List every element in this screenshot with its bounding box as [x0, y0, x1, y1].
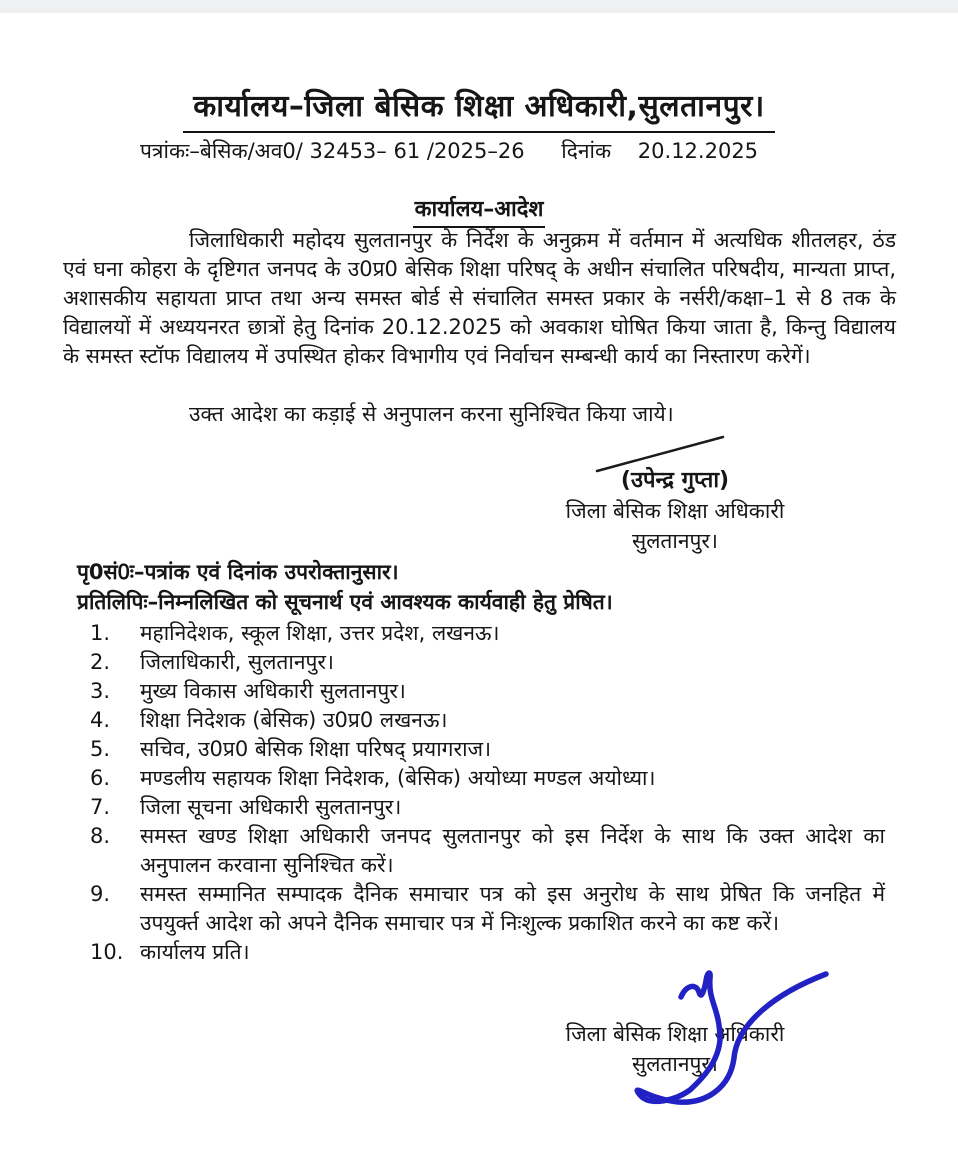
footer-signatory-block [520, 1019, 830, 1079]
order-heading [0, 193, 958, 228]
footer-signatory-designation: जिला बेसिक शिक्षा अधिकारी [565, 1022, 785, 1046]
office-title [0, 84, 958, 133]
order-paragraph: जिलाधिकारी महोदय सुलतानपुर के निर्देश के अनुक्रम में वर्तमान में अत्यधिक शीतलहर, ठंड एवं घना कोहरा के दृष्टिगत जनपद के उ0प्र0 बेसिक शिक्षा परिषद् के अधीन संचालित परिषदीय, मान्यता प्राप्त, अशासकीय सहायता प्राप्त तथा अन्य समस्त बोर्ड से संचालित समस्त प्रकार के नर्सरी/कक्षा–1 से 8 तक के विद्यालयों में अध्ययनरत छात्रों हेतु दिनांक 20.12.2025 को अवकाश घोषित किया जाता है, किन्तु विद्यालय के समस्त स्टॉफ विद्यालय में उपस्थित होकर विभागीय एवं निर्वाचन सम्बन्धी कार्य का निस्तारण करेगें। [63, 228, 896, 368]
copy-list-item [90, 648, 885, 677]
copy-list-item-text: मण्डलीय सहायक शिक्षा निदेशक, (बेसिक) अयोध्या मण्डल अयोध्या। [140, 766, 656, 790]
office-title-text: कार्यालय–जिला बेसिक शिक्षा अधिकारी,सुलतानपुर। [183, 84, 775, 133]
copy-list-item-number: 1. [90, 621, 111, 645]
letter-number-line [140, 137, 758, 165]
copy-list-item-text: समस्त सम्मानित सम्पादक दैनिक समाचार पत्र को इस अनुरोध के साथ प्रेषित कि जनहित में उपयुर्क्त आदेश को अपने दैनिक समाचार पत्र में निःशुल्क प्रकाशित करने का कष्ट करें। [140, 882, 885, 935]
copy-distribution-list [90, 619, 885, 967]
copy-list-item-number: 8. [90, 824, 111, 848]
signatory-block [520, 466, 830, 556]
date-label: दिनांक [561, 139, 612, 163]
copy-list-item-text: जिलाधिकारी, सुलतानपुर। [140, 650, 334, 674]
copy-list-item-text: महानिदेशक, स्कूल शिक्षा, उत्तर प्रदेश, लखनऊ। [140, 621, 500, 645]
copy-list-item [90, 619, 885, 648]
footer-signatory-place: सुलतानपुर। [632, 1052, 718, 1076]
copy-list-item [90, 880, 885, 938]
copy-list-item-number: 4. [90, 708, 111, 732]
copy-list-item-text: समस्त खण्ड शिक्षा अधिकारी जनपद सुलतानपुर को इस निर्देश के साथ कि उक्त आदेश का अनुपालन करवाना सुनिश्चित करें। [140, 824, 885, 877]
copy-list-item [90, 938, 885, 967]
copy-list-item-number: 7. [90, 795, 111, 819]
copy-list-item-text: मुख्य विकास अधिकारी सुलतानपुर। [140, 679, 406, 703]
compliance-paragraph: उक्त आदेश का कड़ाई से अनुपालन करना सुनिश्चित किया जाये। [189, 402, 674, 426]
copy-list-item [90, 793, 885, 822]
copy-list-item [90, 706, 885, 735]
copy-list-item [90, 822, 885, 880]
order-heading-text: कार्यालय–आदेश [413, 193, 546, 228]
endorsement-copy-note: प्रतिलिपिः–निम्नलिखित को सूचनार्थ एवं आवश्यक कार्यवाही हेतु प्रेषित। [77, 590, 613, 614]
copy-list-item [90, 764, 885, 793]
copy-list-item [90, 735, 885, 764]
copy-list-item-number: 3. [90, 679, 111, 703]
copy-list-item [90, 677, 885, 706]
copy-list-item-number: 5. [90, 737, 111, 761]
date-value: 20.12.2025 [637, 139, 759, 163]
endorsement-ref-note: पृ0सं0ः–पत्रांक एवं दिनांक उपरोक्तानुसार। [77, 560, 399, 584]
scan-edge-strip [0, 0, 958, 13]
copy-list-item-text: शिक्षा निदेशक (बेसिक) उ0प्र0 लखनऊ। [140, 708, 448, 732]
signatory-designation: जिला बेसिक शिक्षा अधिकारी [565, 499, 785, 523]
signatory-name: (उपेन्द्र गुप्ता) [620, 468, 730, 493]
copy-list-item-number: 2. [90, 650, 111, 674]
copy-list-item-text: जिला सूचना अधिकारी सुलतानपुर। [140, 795, 402, 819]
copy-list-item-text: कार्यालय प्रति। [140, 940, 250, 964]
signatory-place: सुलतानपुर। [632, 529, 718, 553]
copy-list-item-number: 10. [90, 940, 124, 964]
copy-list-item-number: 6. [90, 766, 111, 790]
copy-list-item-text: सचिव, उ0प्र0 बेसिक शिक्षा परिषद् प्रयागराज। [140, 737, 492, 761]
copy-list-item-number: 9. [90, 882, 111, 906]
letter-number-text: पत्रांकः–बेसिक/अव0/ 32453– 61 /2025–26 [140, 139, 525, 163]
